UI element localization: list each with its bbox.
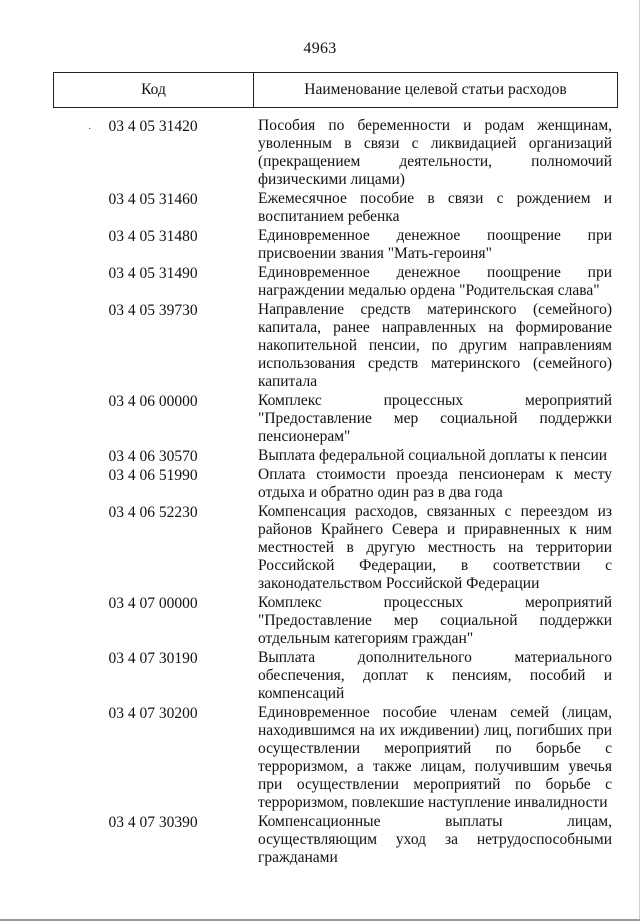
expense-table-body [53, 117, 618, 868]
row-code: 03 4 05 31420 [108, 118, 198, 135]
row-name: Комплекс процессных мероприятий "Предоставление мер социальной поддержки отдельным категориям граждан" [258, 594, 612, 647]
row-code: 03 4 07 30200 [108, 705, 198, 722]
table-row [53, 227, 618, 263]
row-code: 03 4 05 31490 [108, 265, 198, 282]
table-row [53, 392, 618, 446]
column-header-code: Код [54, 73, 254, 107]
row-code: 03 4 06 30570 [108, 448, 198, 465]
scan-mark: · [88, 124, 92, 135]
row-name: Единовременное пособие членам семей (лицам, находившимся на их иждивении) лиц, погибших при осуществлении мероприятий по борьбе с терроризмом, а также лицам, получившим увечья при осуществлении мероприятий по борьбе с терроризмом, повлекшие наступление инвалидности [258, 704, 612, 811]
row-name: Выплата федеральной социальной доплаты к пенсии [258, 447, 608, 464]
table-header [53, 72, 618, 108]
row-code: 03 4 07 00000 [108, 595, 198, 612]
row-code: 03 4 05 39730 [108, 302, 198, 319]
row-name: Оплата стоимости проезда пенсионерам к месту отдыха и обратно один раз в два года [258, 466, 612, 501]
row-code: 03 4 06 52230 [108, 504, 198, 521]
row-code: 03 4 06 51990 [108, 467, 198, 484]
row-code: 03 4 07 30390 [108, 814, 198, 831]
row-name: Компенсация расходов, связанных с переездом из районов Крайнего Севера и приравненных к ним местностей в другую местность на территории Российской Федерации, в соответствии с законодательством Российской Федерации [258, 503, 612, 592]
table-row [53, 503, 618, 593]
row-code: 03 4 05 31480 [108, 228, 198, 245]
table-row [53, 301, 618, 391]
row-name: Единовременное денежное поощрение при награждении медалью ордена "Родительская слава" [258, 264, 612, 299]
table-row [53, 594, 618, 648]
row-name: Выплата дополнительного материального обеспечения, доплат к пенсиям, пособий и компенсаций [258, 649, 612, 702]
row-code: 03 4 05 31460 [108, 191, 198, 208]
table-row [53, 466, 618, 502]
row-name: Единовременное денежное поощрение при присвоении звания "Мать-героиня" [258, 227, 612, 262]
row-code: 03 4 07 30190 [108, 650, 198, 667]
table-row [53, 649, 618, 703]
row-name: Комплекс процессных мероприятий "Предоставление мер социальной поддержки пенсионерам" [258, 392, 612, 445]
table-row [53, 704, 618, 812]
table-row [53, 447, 618, 466]
row-name: Компенсационные выплаты лицам, осуществляющим уход за нетрудоспособными гражданами [258, 813, 612, 866]
row-name: Ежемесячное пособие в связи с рождением и воспитанием ребенка [258, 190, 612, 225]
page-number: 4963 [303, 40, 337, 57]
table-row [53, 264, 618, 300]
row-name: Направление средств материнского (семейного) капитала, ранее направленных на формирование накопительной пенсии, по другим направлениям использования средств материнского (семейного) капитала [258, 301, 612, 390]
row-name: Пособия по беременности и родам женщинам, уволенным в связи с ликвидацией организаций (прекращением деятельности, полномочий физическими лицами) [258, 117, 612, 188]
table-row [53, 117, 618, 189]
table-row [53, 190, 618, 226]
table-row [53, 813, 618, 867]
column-header-name: Наименование целевой статьи расходов [304, 81, 567, 98]
row-code: 03 4 06 00000 [108, 393, 198, 410]
